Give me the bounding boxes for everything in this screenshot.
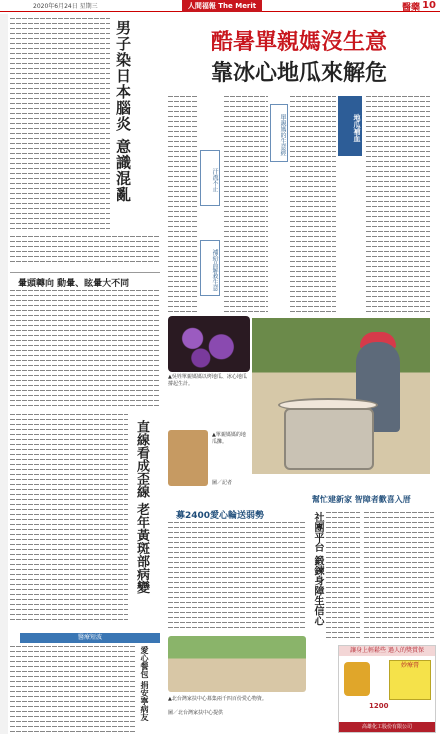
macular-headline: 直線看成歪線 老年黃斑部病變 <box>134 420 149 594</box>
sweet-potato-photo <box>168 316 250 372</box>
sidebar-box-4-text: 補給品解救生意 <box>211 248 218 291</box>
vertigo-body <box>10 290 160 410</box>
sidebar-box-4 <box>200 240 220 296</box>
housing-headline: 幫忙建新家 智障者歡喜入厝 <box>312 495 411 504</box>
sidebar-box-1-text: 地瓜補血 <box>353 114 361 142</box>
issue-date: 2020年6月24日 星期三 <box>33 3 98 10</box>
main-story-body-4 <box>168 96 198 314</box>
charity-headline: 募2400愛心輪送弱勢 <box>176 511 265 521</box>
main-story-body-right <box>366 96 430 314</box>
ad-product-box: 妙療膏 <box>389 660 431 700</box>
macular-body <box>10 414 128 624</box>
main-story-body-2 <box>290 96 336 314</box>
charity-photo <box>168 636 306 692</box>
potato-caption: ▲吳姓單親媽媽以烤地瓜、冰心地瓜撐起生計。 <box>168 374 247 387</box>
charity-credit: 圖／北台灣家扶中心提供 <box>168 710 224 716</box>
disability-body <box>326 512 360 642</box>
disability-headline: 社團平台 鍛鍊身障生信心 <box>312 512 323 626</box>
left-story-headline: 男子染日本腦炎 意識混亂 <box>114 20 132 203</box>
main-headline <box>168 28 430 90</box>
left-story-body-2 <box>10 236 160 266</box>
advertisement <box>338 645 436 733</box>
divider <box>10 272 160 273</box>
photo-credit: 圖／記者 <box>212 480 233 486</box>
stall-caption: ▲單親媽媽的地瓜攤。 <box>212 432 246 445</box>
sidebar-box-2-text: 單親媽的生意經 <box>279 113 286 156</box>
sidebar-box-2 <box>270 104 288 162</box>
main-story-body-3 <box>224 96 268 314</box>
section-name: 醫藥 <box>401 3 420 13</box>
left-margin-strip <box>0 14 8 734</box>
main-headline-line-2: 靠冰心地瓜來解危 <box>210 60 387 86</box>
sidebar-box-3 <box>200 150 220 206</box>
roasting-drum <box>284 408 374 470</box>
sidebar-box-3-text: 汗流不止 <box>211 167 218 192</box>
housing-body <box>364 512 434 642</box>
stall-thumbnail-photo <box>168 430 208 486</box>
ad-price: 1200 <box>369 702 389 710</box>
ad-company: 高雄化工股份有限公司 <box>339 722 435 732</box>
ad-slogan: 讓身上輕鬆些 過人的獎賞保 <box>339 646 435 656</box>
vertigo-subheadline: 暈頭轉向 動暈、眩暈大不同 <box>18 279 130 289</box>
sidebar-box-1 <box>338 96 362 156</box>
newspaper-logo: 人間福報 The Merit Times <box>182 0 262 12</box>
brief-headline: 愛心餐包 捐安寧病友 <box>140 646 150 721</box>
masthead <box>0 0 440 22</box>
main-headline-line-1: 酷暑單親媽沒生意 <box>210 29 387 55</box>
page-number: 10 <box>422 0 436 11</box>
ad-product-bottle <box>344 662 370 696</box>
medical-brief-bar: 醫療短波 <box>20 633 160 643</box>
brief-body <box>10 646 136 732</box>
charity-caption: ▲北台灣家扶中心募集兩千四百份愛心物資。 <box>168 696 267 702</box>
charity-body <box>168 522 306 630</box>
left-story-body <box>10 18 110 233</box>
